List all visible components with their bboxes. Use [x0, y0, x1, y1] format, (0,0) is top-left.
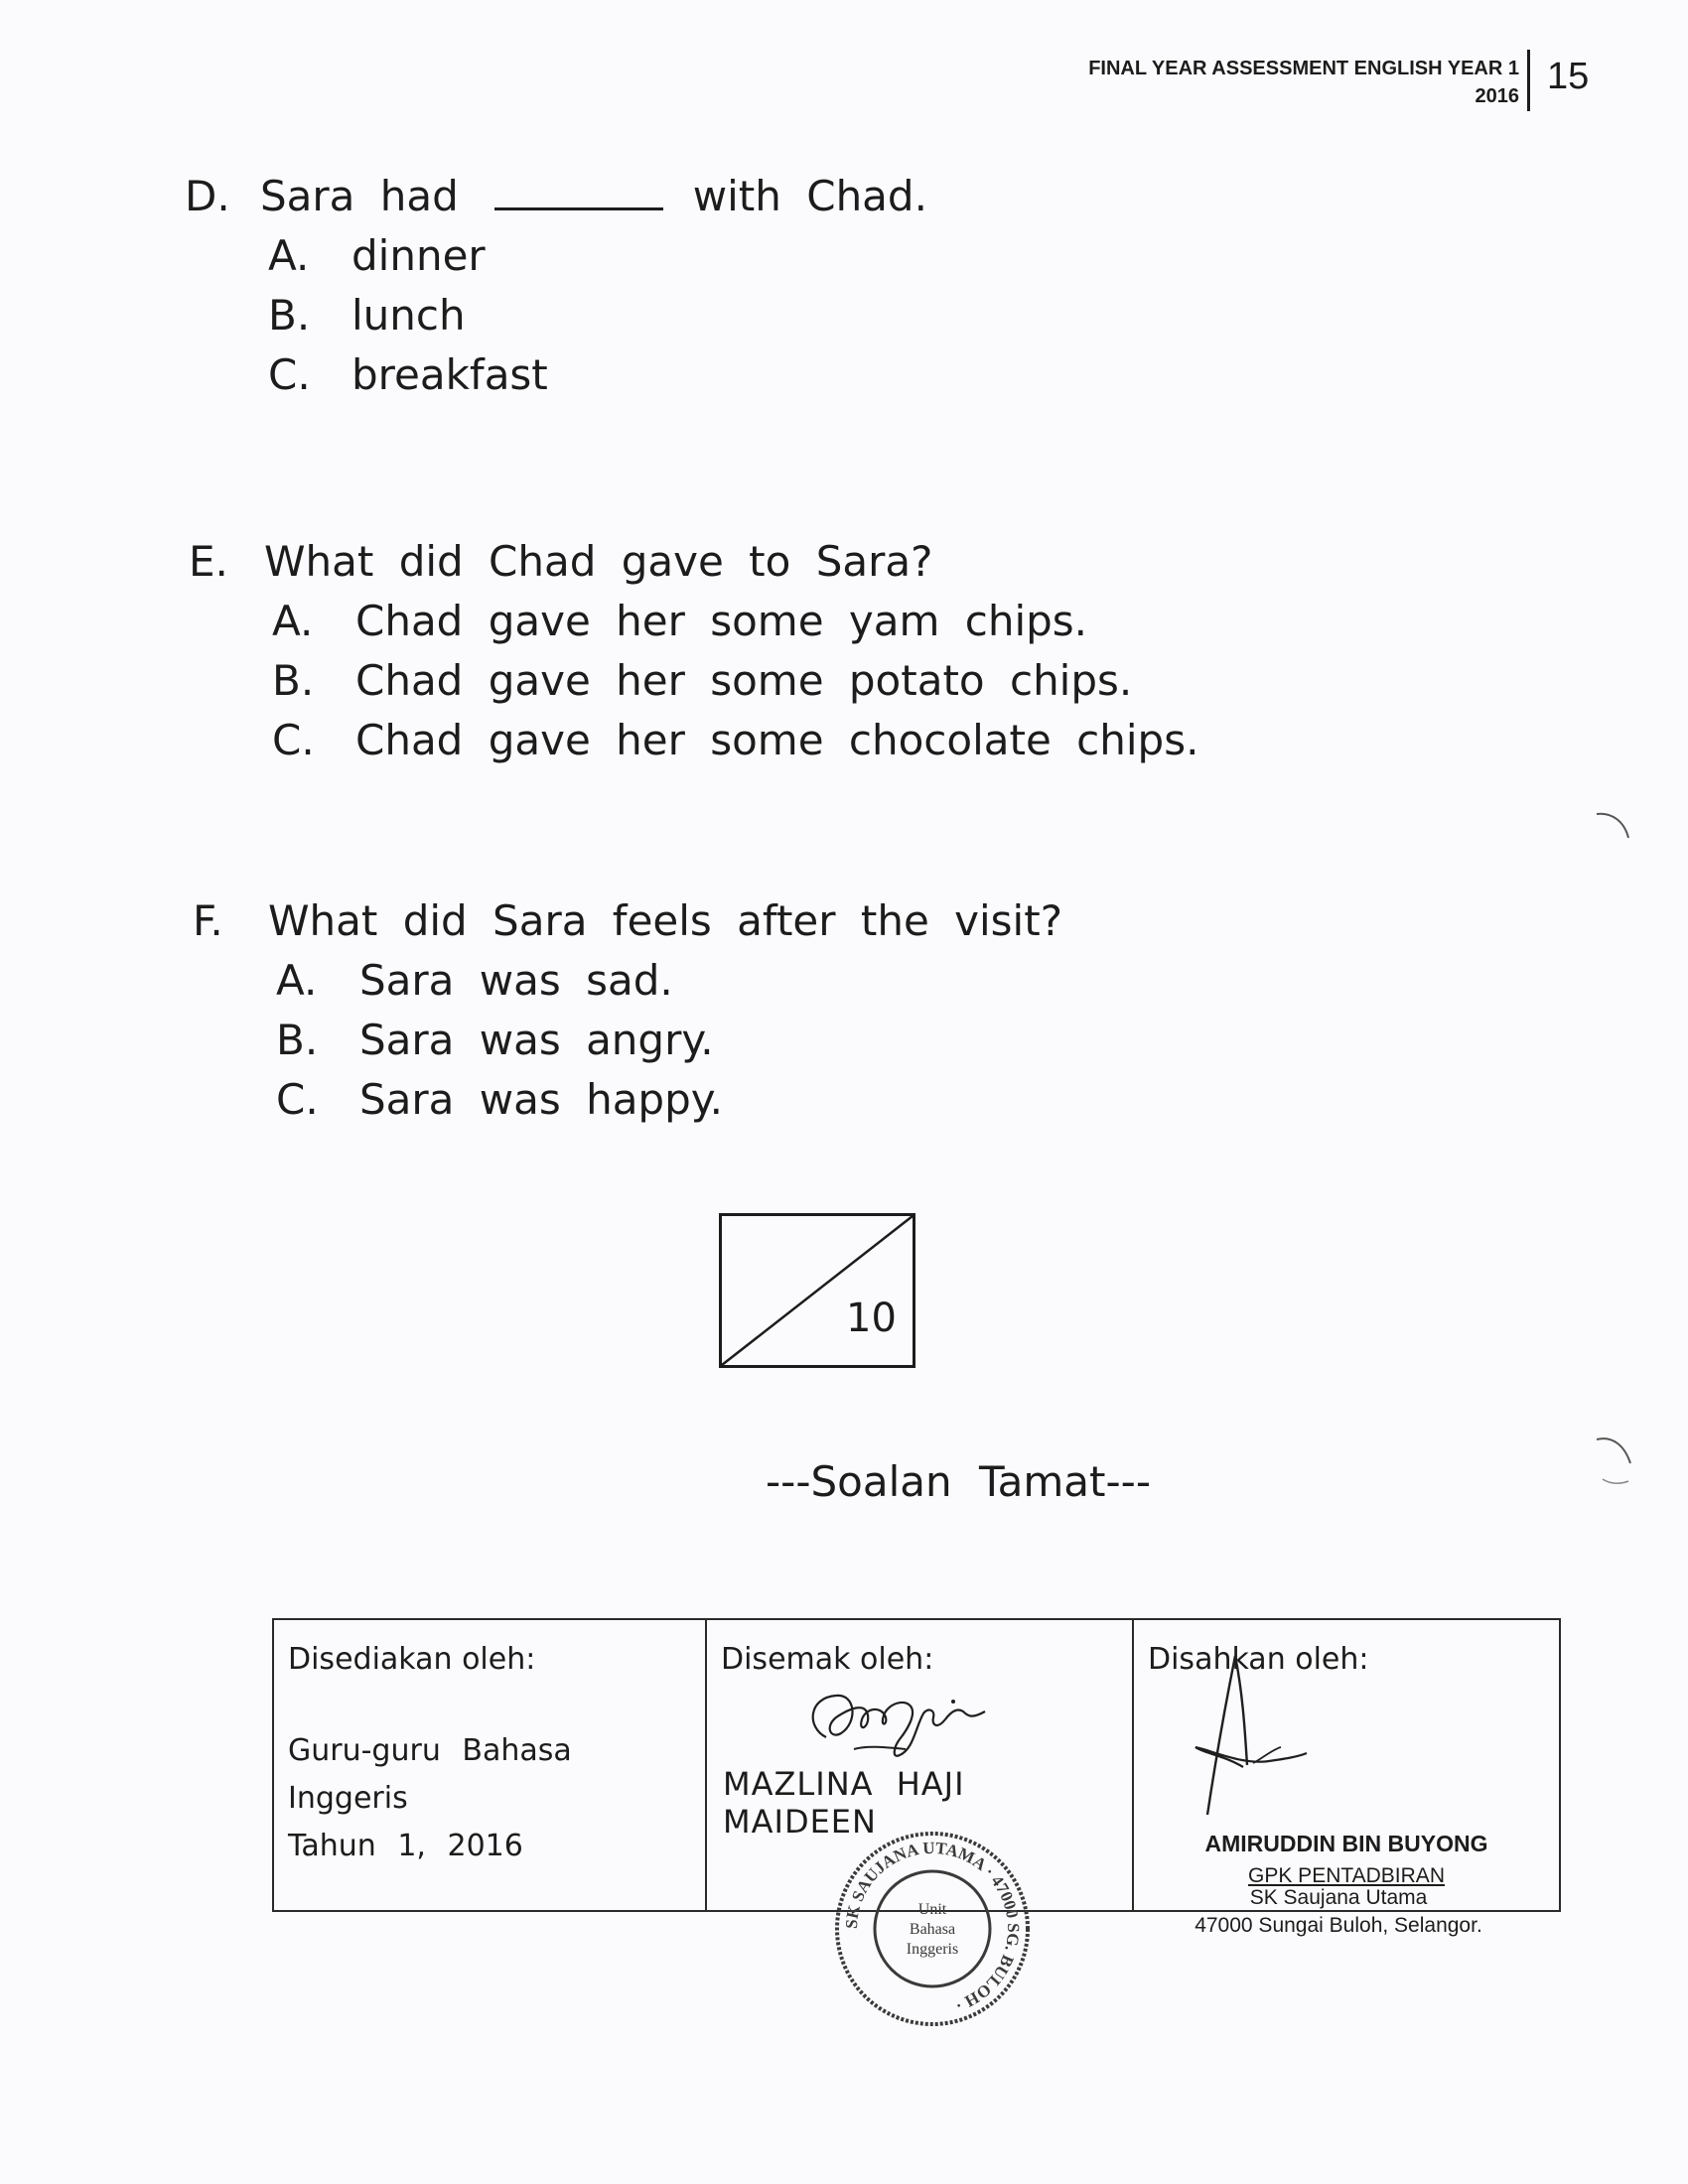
score-box: [719, 1213, 915, 1368]
question-e: [189, 532, 1198, 770]
score-total: 10: [846, 1296, 897, 1341]
end-of-questions: ---Soalan Tamat---: [766, 1457, 1151, 1506]
option-c: C. breakfast: [268, 350, 548, 399]
address-line2: 47000 Sungai Buloh, Selangor.: [1195, 1914, 1482, 1937]
score-box-frame: [719, 1213, 915, 1368]
header-year: 2016: [1475, 85, 1519, 107]
approved-by-label: Disahkan oleh:: [1148, 1642, 1369, 1677]
prepared-by-cell: [274, 1620, 707, 1910]
option-b: B. Sara was angry.: [276, 1016, 714, 1064]
prepared-by-line1: Guru-guru Bahasa Inggeris: [288, 1733, 572, 1816]
approver-name: AMIRUDDIN BIN BUYONG: [1204, 1831, 1488, 1856]
page-number: 15: [1547, 56, 1590, 97]
address-line1: SK Saujana Utama: [1249, 1886, 1428, 1909]
svg-text:SK SAUJANA UTAMA · 47000 SG. B: SK SAUJANA UTAMA · 47000 SG. BULOH ·: [841, 1838, 1024, 2015]
option-c: C. Chad gave her some chocolate chips.: [272, 716, 1199, 764]
answer-blank: [494, 180, 663, 210]
signature-mazlina: [796, 1668, 995, 1767]
school-stamp: [830, 1827, 1035, 2031]
option-a: A. Sara was sad.: [276, 956, 673, 1005]
checked-by-label: Disemak oleh:: [721, 1642, 934, 1677]
stamp-seal: [830, 1827, 1035, 2031]
binding-hole-marks: [1589, 794, 1648, 1489]
svg-text:Bahasa: Bahasa: [909, 1921, 956, 1938]
question-letter: D.: [185, 172, 230, 220]
question-letter: E.: [189, 537, 228, 586]
header-title: FINAL YEAR ASSESSMENT ENGLISH YEAR 1: [1088, 58, 1519, 79]
question-d: [185, 167, 927, 405]
question-stem: What did Chad gave to Sara?: [264, 537, 933, 586]
checked-by-name: MAZLINA HAJI MAIDEEN: [723, 1765, 965, 1841]
approver-role: GPK PENTADBIRAN: [1248, 1864, 1445, 1887]
option-a: A. dinner: [268, 231, 486, 280]
question-stem: What did Sara feels after the visit?: [268, 896, 1062, 945]
question-letter: F.: [193, 896, 223, 945]
approved-by-cell: [1134, 1620, 1559, 1910]
signature-amiruddin: [1174, 1636, 1333, 1825]
prepared-by-line2: Tahun 1, 2016: [288, 1829, 523, 1863]
question-f: [193, 891, 1062, 1130]
prepared-by-label: Disediakan oleh:: [288, 1642, 536, 1677]
option-a: A. Chad gave her some yam chips.: [272, 597, 1088, 645]
question-stem-before: Sara had: [260, 172, 459, 220]
option-c: C. Sara was happy.: [276, 1075, 723, 1124]
header-divider: [1527, 50, 1530, 111]
option-b: B. Chad gave her some potato chips.: [272, 656, 1133, 705]
svg-text:Inggeris: Inggeris: [906, 1941, 959, 1958]
option-b: B. lunch: [268, 291, 466, 340]
page-header: [1088, 55, 1519, 110]
school-address: [1120, 1884, 1557, 1940]
svg-text:Unit: Unit: [917, 1901, 947, 1918]
question-stem-after: with Chad.: [692, 172, 927, 220]
